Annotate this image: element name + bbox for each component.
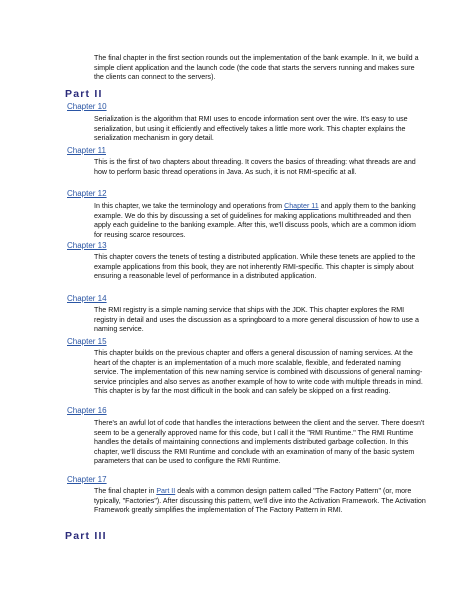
chapter-11-link[interactable]: Chapter 11: [67, 146, 106, 155]
chapter-13-link[interactable]: Chapter 13: [67, 241, 107, 250]
chapter-12-text-after: and apply them to the banking example. We do this by discussing a set of guidelines for making applications multithreaded and then apply each guideline to the banking example. After this, we'll discuss pools, which are a common idiom for reusing scarce resources.: [94, 202, 416, 239]
chapter-16-description: There's an awful lot of code that handles the interactions between the client and the server. There doesn't seem to be a generally approved name for this code, but I call it the "RMI Runtime." The RMI Runtime handles the details of maintaining connections and implements distributed garbage collection. In this chapter, we'll discuss the RMI Runtime and conclude with an examination of many of the basic system parameters that can be used to configure the RMI Runtime.: [94, 419, 425, 466]
chapter-17-text-after: deals with a common design pattern called "The Factory Pattern" (or, more typically, "Factories"). After discussing this pattern, we'll dive into the Activation Framework. The Activation Framework greatly simplifies the implementation of The Factory Pattern in RMI.: [94, 487, 426, 515]
part-iii-heading: Part III: [65, 530, 107, 542]
chapter-10-link[interactable]: Chapter 10: [67, 102, 107, 111]
chapter-17-description: [94, 487, 426, 516]
chapter-11-description: This is the first of two chapters about threading. It covers the basics of threading: what threads are and how to perform basic thread operations in Java. As such, it is not RMI-specific at all.: [94, 158, 416, 176]
chapter-14-description: The RMI registry is a simple naming service that ships with the JDK. This chapter explores the RMI registry in detail and uses the discussion as a springboard to a more general discussion of how to use a naming service.: [94, 306, 419, 334]
chapter-16-link[interactable]: Chapter 16: [67, 406, 107, 415]
chapter-15-link[interactable]: Chapter 15: [67, 337, 107, 346]
chapter-17-text-before: The final chapter in: [94, 487, 155, 495]
chapter-12-description: [94, 202, 426, 240]
intro-paragraph: The final chapter in the first section rounds out the implementation of the bank example. In it, we build a simple client application and the launch code (the code that starts the servers running and makes sure the clients can connect to the servers).: [94, 54, 419, 82]
chapter-15-description: This chapter builds on the previous chapter and offers a general discussion of naming services. At the heart of the chapter is an implementation of a much more scalable, flexible, and federated naming service. The implementation of this new naming service is combined with discussions of general naming-service principles and also serves as another example of how to write code with multiple threads in mind. This chapter is by far the most difficult in the book and can safely be skipped on a first reading.: [94, 349, 423, 396]
part-ii-inline-link[interactable]: Part II: [156, 487, 176, 495]
chapter-10-description: Serialization is the algorithm that RMI uses to encode information sent over the wire. It's easy to use serialization, but using it efficiently and effectively takes a little more work. This chapter explains the serialization mechanism in gory detail.: [94, 115, 408, 143]
chapter-13-description: This chapter covers the tenets of testing a distributed application. While these tenets are applied to the example applications from this book, they are not inherently RMI-specific. This chapter is simply about ensuring a reasonable level of performance in a distributed application.: [94, 253, 416, 281]
chapter-11-inline-link[interactable]: Chapter 11: [284, 202, 319, 210]
chapter-14-link[interactable]: Chapter 14: [67, 294, 107, 303]
chapter-12-text-before: In this chapter, we take the terminology and operations from: [94, 202, 283, 210]
chapter-12-link[interactable]: Chapter 12: [67, 189, 107, 198]
chapter-17-link[interactable]: Chapter 17: [67, 475, 107, 484]
part-ii-heading: Part II: [65, 88, 103, 100]
